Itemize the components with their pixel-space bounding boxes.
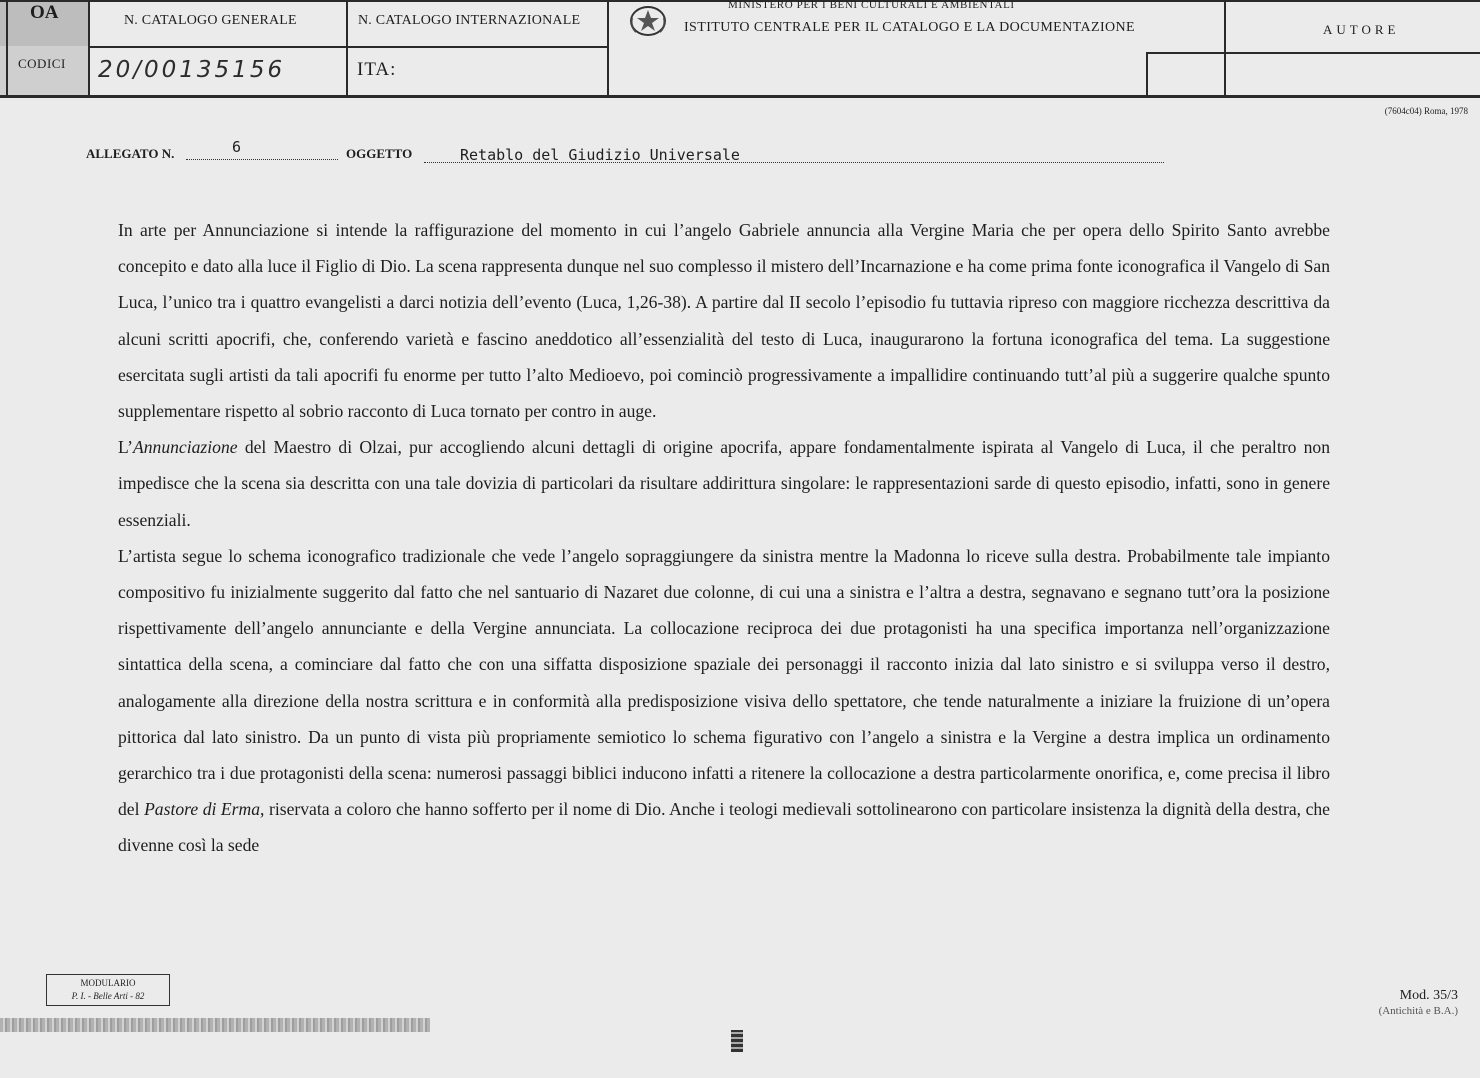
catalogo-generale-value: 20/00135156: [98, 57, 286, 83]
catalogo-internazionale-value: ITA:: [357, 59, 397, 80]
allegato-label: ALLEGATO N.: [86, 146, 175, 161]
allegato-dots: [186, 145, 338, 160]
autore-label: AUTORE: [1323, 22, 1400, 37]
paragraph-3: L’artista segue lo schema iconografico tradizionale che vede l’angelo sopraggiungere da sinistra mentre la Madonna lo riceve sulla destra. Probabilmente tale impianto compositivo fu inizialmente suggerito dal fatto che nel santuario di Nazaret due colonne, di cui una a sinistra e l’altra a destra, segnavano e segnano tutt’ora la posizione rispettivamente dell’angelo annunciante e della Vergine annunciata. La collocazione reciproca dei due protagonisti ha una specifica importanza nell’organizzazione sintattica della scena, a cominciare dal fatto che con una siffatta disposizione spaziale dei personaggi il racconto inizia dal lato sinistro e si sviluppa verso il destro, analogamente alla direzione della nostra scrittura e in conformità alla predisposizione visiva dello spettatore, che tende naturalmente a iniziare la fruizione di un’opera pittorica dal lato sinistro. Da un punto di vista più propriamente semiotico lo schema figurativo con l’angelo a sinistra e la Vergine a destra implica un ordinamento gerarchico tra i due protagonisti della scena: numerosi passaggi biblici inducono infatti a ritenere la collocazione a destra particolarmente onorifica, e, come precisa il libro del Pastore di Erma, riservata a coloro che hanno sofferto per il nome di Dio. Anche i teologi medievali sottolinearono con particolare insistenza la dignità della destra, che divenne così la sede: [118, 545, 1330, 856]
oa-label: OA: [30, 2, 59, 23]
oggetto-label: OGGETTO: [346, 146, 413, 161]
header-divider-2: [346, 0, 348, 96]
annunciazione-title: Annunciazione: [133, 437, 238, 458]
republic-emblem-icon: [628, 4, 668, 43]
document-body: [118, 212, 1330, 864]
paragraph-1: In arte per Annunciazione si intende la raffigurazione del momento in cui l’angelo Gabriele annuncia alla Vergine Maria che per opera dello Spirito Santo avrebbe concepito e dato alla luce il Figlio di Dio. La scena rappresenta dunque nel suo complesso il mistero dell’Incarnazione e ha come prima fonte iconografica il Vangelo di San Luca, l’unico tra i quattro evangelisti a darci notizia dell’evento (Luca, 1,26-38). A partire dal II secolo l’episodio fu tuttavia ripreso con maggiore ricchezza descrittiva da alcuni scritti apocrifi, che, conferendo varietà e fascino aneddotico all’essenzialità del testo di Luca, inaugurarono la fortuna iconografica del tema. La suggestione esercitata sugli artisti da tali apocrifi fu enorme per tutto l’alto Medioevo, poi cominciò progressivamente a impallidire continuando tutt’al più a suggerire qualche spunto supplementare rispetto al sobrio racconto di Luca tornato per contro in auge.: [118, 220, 1330, 422]
mod-reference: [1379, 988, 1458, 1019]
codici-label: CODICI: [18, 56, 66, 71]
header-mid-rule-right: [1146, 52, 1480, 54]
mod-sub: (Antichità e B.A.): [1378, 1005, 1458, 1017]
modulario-sub: P. I. - Belle Arti - 82: [71, 991, 145, 1001]
modulario-label: MODULARIO: [80, 978, 136, 988]
header-divider-4: [1146, 52, 1148, 96]
mod-label: Mod. 35/3: [1399, 988, 1458, 1003]
paragraph-2: L’Annunciazione del Maestro di Olzai, pur accogliendo alcuni dettagli di origine apocrifa, appare fondamentalmente ispirata al Vangelo di Luca, il che peraltro non impedisce che la scena sia descritta con una tale dovizia di particolari da risultare addirittura singolare: le rappresentazioni sarde di questo episodio, infatti, sono in genere essenziali.: [118, 437, 1330, 530]
modulario-box: [46, 974, 170, 1006]
catalog-header: [0, 0, 1480, 100]
header-mid-rule-left: [88, 46, 608, 48]
header-divider-1: [88, 0, 90, 96]
scan-edge-artifact: [0, 1018, 430, 1032]
allegato-value: 6: [232, 138, 242, 156]
binding-mark-icon: [731, 1030, 743, 1052]
istituto-label: ISTITUTO CENTRALE PER IL CATALOGO E LA DOCUMENTAZIONE: [684, 20, 1135, 35]
header-divider-3: [607, 0, 609, 96]
ministero-label: MINISTERO PER I BENI CULTURALI E AMBIENTALI: [728, 0, 1015, 9]
header-divider-5: [1224, 0, 1226, 96]
pastore-di-erma-title: Pastore di Erma: [144, 799, 261, 820]
catalogo-generale-label: N. CATALOGO GENERALE: [124, 13, 297, 28]
print-reference: (7604c04) Roma, 1978: [1384, 106, 1468, 116]
header-left-border: [6, 0, 8, 96]
oggetto-value: Retablo del Giudizio Universale: [460, 146, 740, 164]
catalogo-internazionale-label: N. CATALOGO INTERNAZIONALE: [358, 13, 581, 28]
header-bottom-rule: [0, 95, 1480, 98]
